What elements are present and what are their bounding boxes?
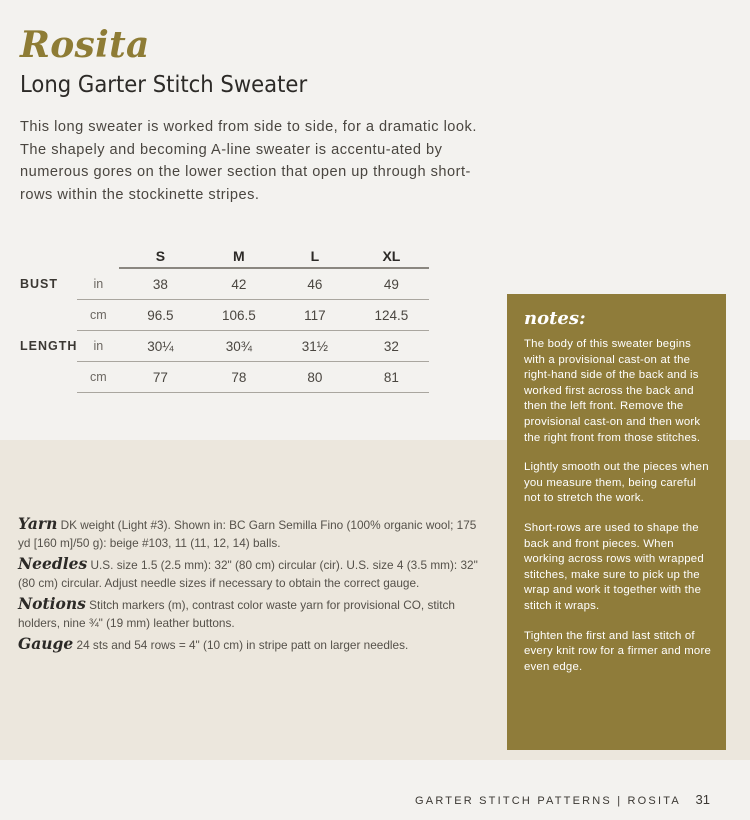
table-cell: 38 <box>119 268 201 300</box>
table-cell: 80 <box>276 362 353 393</box>
size-table <box>18 245 429 393</box>
table-row <box>18 300 429 331</box>
row-unit: cm <box>77 300 119 331</box>
size-header-row <box>18 245 429 268</box>
table-row <box>18 268 429 300</box>
notes-box <box>507 294 726 750</box>
needles-label: Needles <box>18 554 88 573</box>
row-unit: in <box>77 268 119 300</box>
table-cell: 32 <box>353 331 429 362</box>
pattern-title: Rosita <box>20 24 150 66</box>
size-header: S <box>119 245 201 268</box>
row-label <box>18 300 77 331</box>
gauge-spec <box>18 635 488 655</box>
needles-spec <box>18 555 488 592</box>
row-unit: in <box>77 331 119 362</box>
table-cell: 30¼ <box>119 331 201 362</box>
size-header: L <box>276 245 353 268</box>
size-header: M <box>201 245 276 268</box>
table-cell: 42 <box>201 268 276 300</box>
table-cell: 31½ <box>276 331 353 362</box>
table-row <box>18 362 429 393</box>
page-footer <box>415 792 710 807</box>
table-cell: 30¾ <box>201 331 276 362</box>
table-row <box>18 331 429 362</box>
footer-section: GARTER STITCH PATTERNS | ROSITA <box>415 795 681 807</box>
table-cell: 81 <box>353 362 429 393</box>
yarn-text: DK weight (Light #3). Shown in: BC Garn Semilla Fino (100% organic wool; 175 yd [160 m]/50 g): beige #103, 11 (11, 12, 14) balls. <box>18 518 477 550</box>
notions-label: Notions <box>18 594 86 613</box>
yarn-label: Yarn <box>18 514 58 533</box>
size-header: XL <box>353 245 429 268</box>
header-blank-label <box>18 245 77 268</box>
notes-paragraph: Lightly smooth out the pieces when you measure them, being careful not to stretch the work. <box>524 461 709 505</box>
needles-text: U.S. size 1.5 (2.5 mm): 32" (80 cm) circular (cir). U.S. size 4 (3.5 mm): 32" (80 cm) circular. Adjust needle sizes if necessary to obtain the correct gauge. <box>18 558 478 590</box>
header-blank-unit <box>77 245 119 268</box>
yarn-spec <box>18 515 488 552</box>
materials-list <box>18 515 488 658</box>
table-cell: 78 <box>201 362 276 393</box>
table-cell: 124.5 <box>353 300 429 331</box>
row-unit: cm <box>77 362 119 393</box>
row-label: BUST <box>20 276 59 291</box>
notions-spec <box>18 595 488 632</box>
table-cell: 106.5 <box>201 300 276 331</box>
row-label <box>18 362 77 393</box>
table-cell: 49 <box>353 268 429 300</box>
table-cell: 46 <box>276 268 353 300</box>
notes-paragraph: Tighten the first and last stitch of every knit row for a firmer and more even edge. <box>524 629 711 673</box>
table-cell: 77 <box>119 362 201 393</box>
table-cell: 117 <box>276 300 353 331</box>
row-label: LENGTH <box>20 339 78 353</box>
page-number: 31 <box>695 792 710 807</box>
notions-text: Stitch markers (m), contrast color waste yarn for provisional CO, stitch holders, nine ¾" (19 mm) leather buttons. <box>18 598 455 630</box>
gauge-text: 24 sts and 54 rows = 4" (10 cm) in stripe patt on larger needles. <box>76 638 409 652</box>
notes-paragraph: The body of this sweater begins with a provisional cast-on at the right-hand side of the back and is worked first across the back and then the left front. Remove the provisional cast-on and then work the right front from those stitches. <box>524 338 701 444</box>
notes-title: notes: <box>524 308 586 329</box>
table-cell: 96.5 <box>119 300 201 331</box>
notes-paragraph: Short-rows are used to shape the back and front pieces. When working across rows with wrapped stitches, make sure to pick up the wrap and work it together with the stitch it wraps. <box>524 521 704 612</box>
intro-paragraph: This long sweater is worked from side to side, for a dramatic look. The shapely and becoming A-line sweater is accentu-ated by numerous gores on the lower section that open up through short-rows within the stockinette stripes. <box>20 119 477 203</box>
pattern-subtitle: Long Garter Stitch Sweater <box>20 72 308 98</box>
gauge-label: Gauge <box>18 634 74 653</box>
